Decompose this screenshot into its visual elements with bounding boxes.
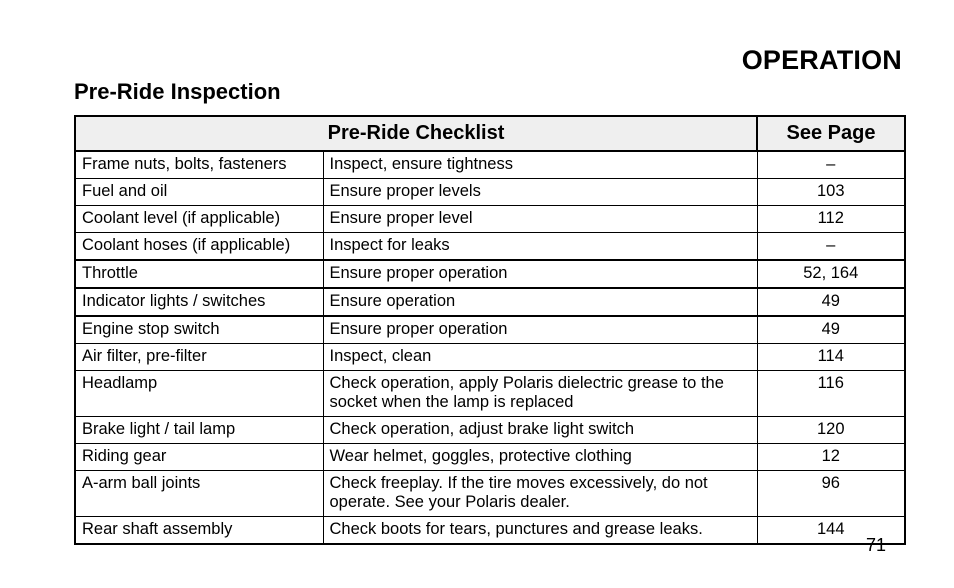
see-page-value: 114 [757, 344, 905, 371]
checklist-action: Ensure proper level [323, 206, 757, 233]
checklist-action: Inspect, clean [323, 344, 757, 371]
checklist-item: Fuel and oil [75, 179, 323, 206]
table-header-row [75, 116, 905, 151]
see-page-value: 96 [757, 471, 905, 517]
see-page-value: 49 [757, 288, 905, 316]
checklist-item: Coolant hoses (if applicable) [75, 233, 323, 261]
pre-ride-checklist-table [74, 115, 906, 545]
page-number: 71 [866, 535, 887, 555]
see-page-value: 49 [757, 316, 905, 344]
checklist-item: Throttle [75, 260, 323, 288]
table-row [75, 371, 905, 417]
checklist-item: Engine stop switch [75, 316, 323, 344]
table-row [75, 344, 905, 371]
table-row [75, 206, 905, 233]
see-page-value: 52, 164 [757, 260, 905, 288]
table-row [75, 417, 905, 444]
see-page-value: 12 [757, 444, 905, 471]
checklist-action: Ensure proper levels [323, 179, 757, 206]
checklist-action: Check boots for tears, punctures and grease leaks. [323, 517, 757, 545]
checklist-column-header: Pre-Ride Checklist [75, 116, 757, 151]
checklist-action: Check operation, apply Polaris dielectric grease to the socket when the lamp is replaced [323, 371, 757, 417]
table-row [75, 151, 905, 179]
table-row [75, 179, 905, 206]
see-page-column-header: See Page [757, 116, 905, 151]
table-row [75, 444, 905, 471]
table-row [75, 316, 905, 344]
checklist-item: Riding gear [75, 444, 323, 471]
checklist-item: Rear shaft assembly [75, 517, 323, 545]
table-row [75, 288, 905, 316]
see-page-value: – [757, 233, 905, 261]
see-page-value: 112 [757, 206, 905, 233]
checklist-item: A-arm ball joints [75, 471, 323, 517]
see-page-value: 103 [757, 179, 905, 206]
checklist-action: Check freeplay. If the tire moves excessively, do not operate. See your Polaris dealer. [323, 471, 757, 517]
checklist-item: Indicator lights / switches [75, 288, 323, 316]
checklist-item: Frame nuts, bolts, fasteners [75, 151, 323, 179]
checklist-item: Headlamp [75, 371, 323, 417]
see-page-value: 120 [757, 417, 905, 444]
table-row [75, 517, 905, 545]
checklist-action: Check operation, adjust brake light switch [323, 417, 757, 444]
checklist-action: Ensure proper operation [323, 260, 757, 288]
checklist-action: Ensure operation [323, 288, 757, 316]
checklist-action: Ensure proper operation [323, 316, 757, 344]
checklist-action: Wear helmet, goggles, protective clothing [323, 444, 757, 471]
table-row [75, 233, 905, 261]
page-heading: Pre-Ride Inspection [74, 79, 281, 104]
checklist-item: Air filter, pre-filter [75, 344, 323, 371]
checklist-action: Inspect for leaks [323, 233, 757, 261]
checklist-item: Coolant level (if applicable) [75, 206, 323, 233]
checklist-item: Brake light / tail lamp [75, 417, 323, 444]
checklist-action: Inspect, ensure tightness [323, 151, 757, 179]
table-row [75, 260, 905, 288]
see-page-value: – [757, 151, 905, 179]
table-row [75, 471, 905, 517]
see-page-value: 116 [757, 371, 905, 417]
see-page-value: 144 [757, 517, 905, 545]
section-header: OPERATION [741, 45, 902, 75]
